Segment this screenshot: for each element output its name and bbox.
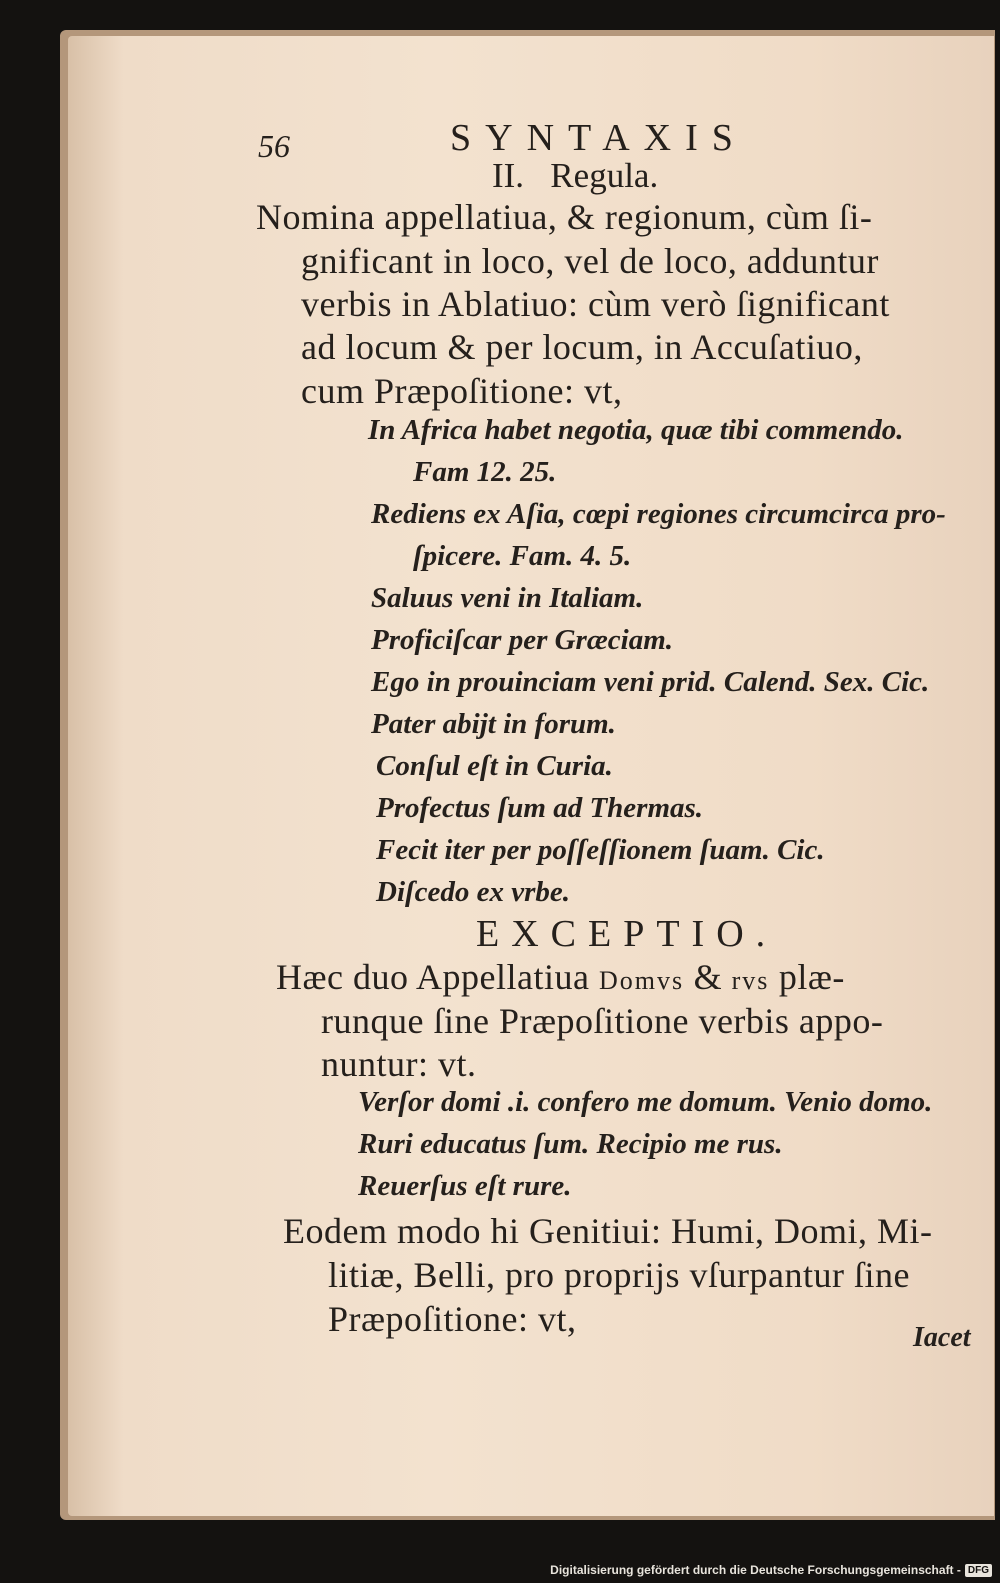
digitization-credit (550, 1559, 992, 1581)
example-line: In Africa habet negotia, quæ tibi commendo. (368, 414, 904, 446)
rule-line: ad locum & per locum, in Accuſatiuo, (301, 327, 863, 367)
exception-example: Reuerſus eſt rure. (358, 1170, 572, 1202)
rule-line: verbis in Ablatiuo: cùm verò ſignificant (301, 284, 890, 324)
running-title: SYNTAXIS (450, 117, 747, 159)
example-line: Fecit iter per poſſeſſionem ſuam. Cic. (376, 834, 825, 866)
final-line: Eodem modo hi Genitiui: Humi, Domi, Mi- (283, 1211, 933, 1251)
rule-line: cum Præpoſitione: vt, (301, 371, 623, 411)
book-page (68, 36, 994, 1516)
credit-text: Digitalisierung gefördert durch die Deutsche Forschungsgemeinschaft - (550, 1563, 961, 1577)
catchword: Iacet (913, 1322, 971, 1353)
smallcaps-domus: Domvs (598, 966, 685, 995)
exception-line: nuntur: vt. (321, 1044, 477, 1084)
example-line: Diſcedo ex vrbe. (376, 876, 571, 908)
page-number: 56 (258, 128, 290, 164)
exception-example: Ruri educatus ſum. Recipio me rus. (358, 1128, 783, 1160)
example-line: ſpicere. Fam. 4. 5. (413, 540, 632, 572)
rule-line: Nomina appellatiua, & regionum, cùm ſi- (256, 197, 873, 237)
exception-line: runque ſine Præpoſitione verbis appo- (321, 1001, 884, 1041)
final-line: Præpoſitione: vt, (328, 1299, 577, 1339)
example-line: Proficiſcar per Græciam. (371, 624, 674, 656)
exception-title: EXCEPTIO. (476, 913, 778, 955)
exception-intro-prefix: Hæc duo Appellatiua (276, 957, 599, 997)
smallcaps-rus: rvs (731, 966, 770, 995)
example-line: Pater abijt in forum. (371, 708, 616, 740)
example-line: Saluus veni in Italiam. (371, 582, 644, 614)
exception-intro (276, 956, 845, 998)
example-line: Rediens ex Aſia, cœpi regiones circumcirca pro- (371, 498, 946, 530)
exception-intro-suffix: plæ- (769, 957, 845, 997)
example-line: Conſul eſt in Curia. (376, 750, 613, 782)
example-line: Ego in prouinciam veni prid. Calend. Sex. Cic. (371, 666, 930, 698)
final-line: litiæ, Belli, pro proprijs vſurpantur ſine (328, 1255, 910, 1295)
example-line: Fam 12. 25. (413, 456, 557, 488)
rule-title: II. Regula. (492, 156, 659, 195)
exception-example: Verſor domi .i. confero me domum. Venio domo. (358, 1086, 933, 1118)
rule-line: gnificant in loco, vel de loco, adduntur (301, 241, 879, 281)
exception-intro-mid: & (684, 957, 732, 997)
example-line: Profectus ſum ad Thermas. (376, 792, 704, 824)
dfg-logo: DFG (965, 1564, 992, 1577)
